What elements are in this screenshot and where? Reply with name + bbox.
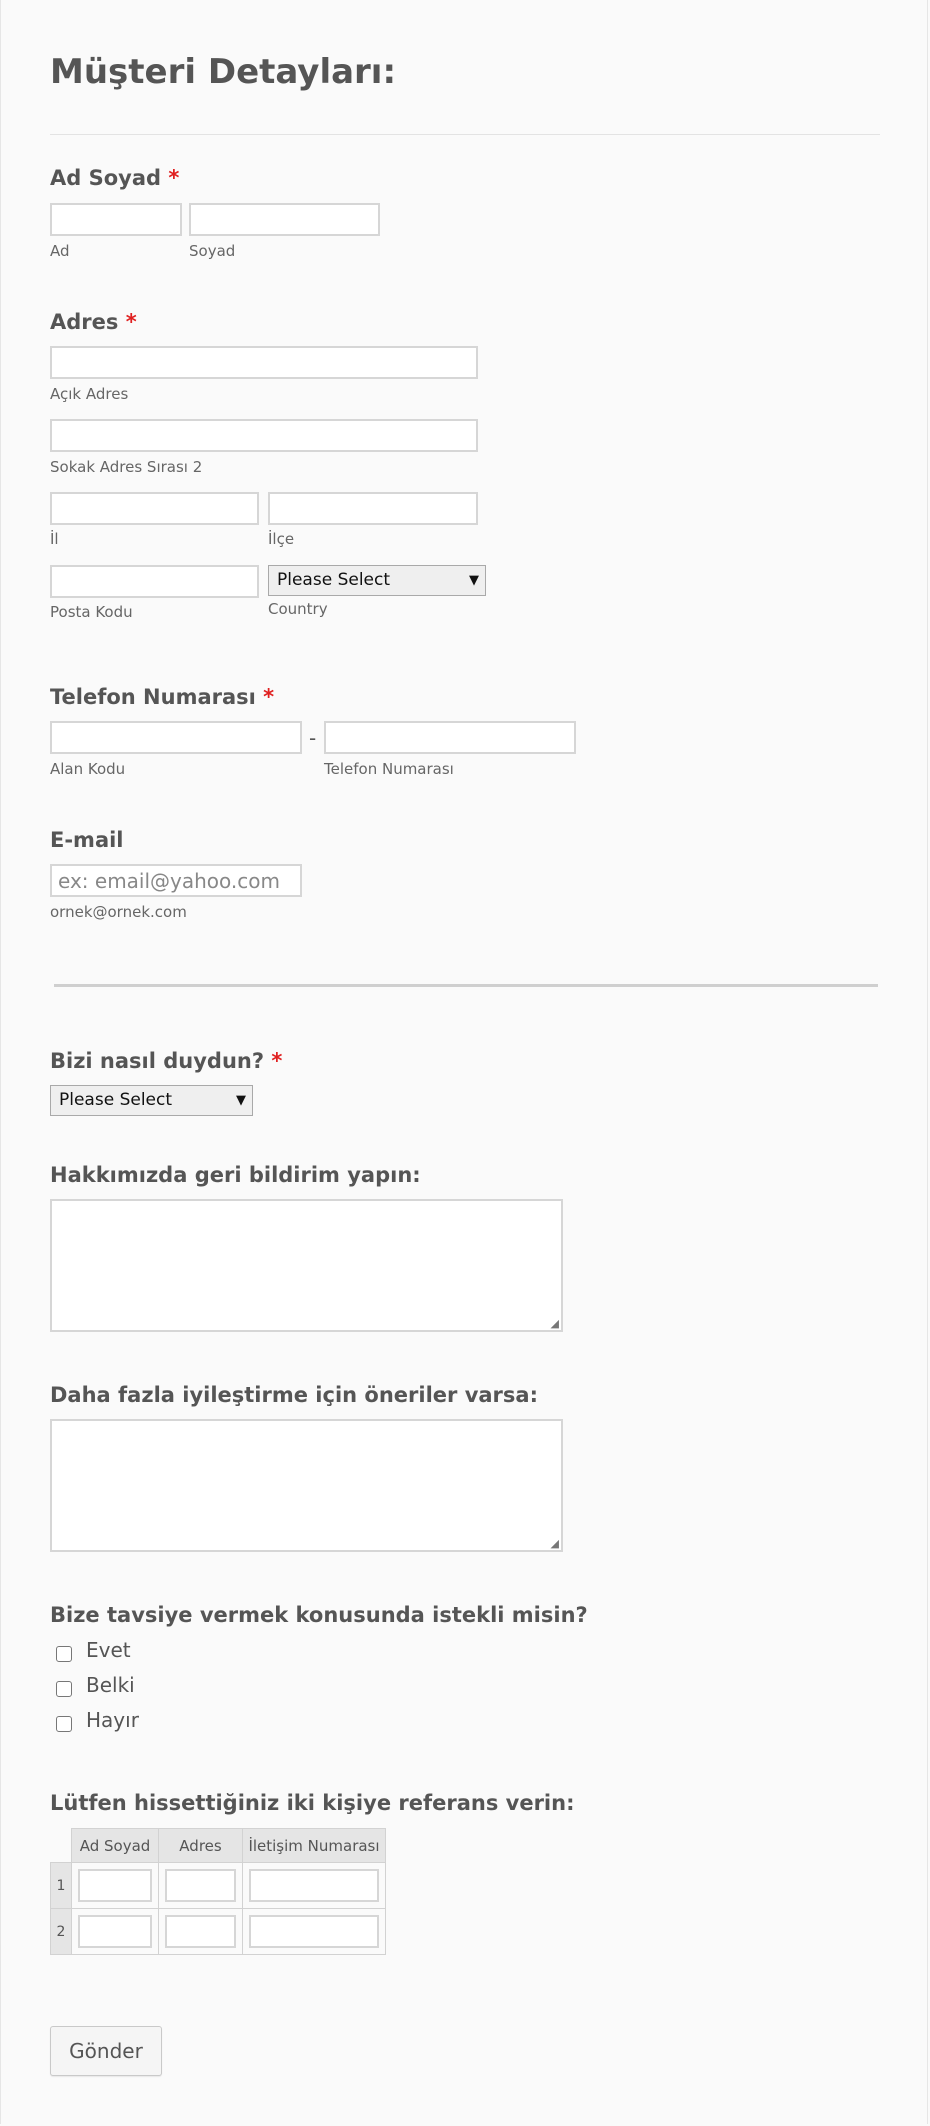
column-header: Ad Soyad bbox=[72, 1829, 159, 1863]
area-code-sublabel: Alan Kodu bbox=[50, 760, 126, 778]
heard-label: Bizi nasıl duydun? * bbox=[50, 1049, 283, 1073]
address-line1-sublabel: Açık Adres bbox=[50, 385, 129, 403]
chevron-down-icon: ▼ bbox=[236, 1093, 246, 1108]
table-cell bbox=[243, 1909, 386, 1955]
table-corner bbox=[51, 1829, 72, 1863]
row-number: 2 bbox=[51, 1909, 72, 1955]
required-mark: * bbox=[125, 310, 137, 334]
address-line2-sublabel: Sokak Adres Sırası 2 bbox=[50, 458, 203, 476]
area-code-input[interactable] bbox=[50, 721, 302, 754]
table-cell bbox=[72, 1863, 159, 1909]
chevron-down-icon: ▼ bbox=[469, 573, 479, 588]
phone-label: Telefon Numarası * bbox=[50, 685, 275, 709]
table-row bbox=[51, 1863, 386, 1909]
column-header: Adres bbox=[159, 1829, 243, 1863]
phone-number-sublabel: Telefon Numarası bbox=[324, 760, 454, 778]
heard-select[interactable]: Please Select ▼ bbox=[50, 1085, 253, 1116]
recommend-label: Bize tavsiye vermek konusunda istekli misin? bbox=[50, 1603, 588, 1627]
email-label: E-mail bbox=[50, 828, 124, 852]
resize-grip-icon[interactable]: ◢ bbox=[550, 1317, 559, 1330]
postal-code-sublabel: Posta Kodu bbox=[50, 603, 133, 621]
suggestions-textarea[interactable] bbox=[50, 1419, 563, 1552]
country-select[interactable]: Please Select ▼ bbox=[268, 565, 486, 596]
recommend-option-label: Belki bbox=[86, 1673, 135, 1697]
required-mark: * bbox=[168, 166, 180, 190]
reference-1-name-input[interactable] bbox=[78, 1869, 152, 1902]
district-input[interactable] bbox=[268, 492, 478, 525]
postal-code-input[interactable] bbox=[50, 565, 259, 598]
table-cell bbox=[72, 1909, 159, 1955]
address-line2-input[interactable] bbox=[50, 419, 478, 452]
city-input[interactable] bbox=[50, 492, 259, 525]
recommend-option-label: Hayır bbox=[86, 1708, 139, 1732]
recommend-checkbox-hayir[interactable] bbox=[56, 1716, 72, 1732]
table-row bbox=[51, 1909, 386, 1955]
section-divider bbox=[54, 984, 878, 987]
reference-1-phone-input[interactable] bbox=[249, 1869, 379, 1902]
submit-button[interactable]: Gönder bbox=[50, 2026, 162, 2076]
name-label: Ad Soyad * bbox=[50, 166, 180, 190]
email-sublabel: ornek@ornek.com bbox=[50, 903, 187, 921]
first-name-input[interactable] bbox=[50, 203, 182, 236]
feedback-label: Hakkımızda geri bildirim yapın: bbox=[50, 1163, 421, 1187]
district-sublabel: İlçe bbox=[268, 530, 295, 548]
reference-2-phone-input[interactable] bbox=[249, 1915, 379, 1948]
column-header: İletişim Numarası bbox=[243, 1829, 386, 1863]
last-name-input[interactable] bbox=[189, 203, 380, 236]
references-table bbox=[50, 1828, 386, 1955]
last-name-sublabel: Soyad bbox=[189, 242, 236, 260]
city-sublabel: İl bbox=[50, 530, 59, 548]
feedback-textarea[interactable] bbox=[50, 1199, 563, 1332]
reference-1-address-input[interactable] bbox=[165, 1869, 236, 1902]
reference-2-name-input[interactable] bbox=[78, 1915, 152, 1948]
email-input[interactable] bbox=[50, 864, 302, 897]
phone-separator: - bbox=[309, 726, 317, 750]
suggestions-label: Daha fazla iyileştirme için öneriler varsa: bbox=[50, 1383, 538, 1407]
required-mark: * bbox=[271, 1049, 283, 1073]
title-divider bbox=[50, 134, 880, 135]
recommend-option-label: Evet bbox=[86, 1638, 131, 1662]
page-title: Müşteri Detayları: bbox=[50, 52, 397, 92]
recommend-checkbox-evet[interactable] bbox=[56, 1646, 72, 1662]
table-cell bbox=[243, 1863, 386, 1909]
table-header-row bbox=[51, 1829, 386, 1863]
table-cell bbox=[159, 1863, 243, 1909]
row-number: 1 bbox=[51, 1863, 72, 1909]
resize-grip-icon[interactable]: ◢ bbox=[550, 1537, 559, 1550]
phone-number-input[interactable] bbox=[324, 721, 576, 754]
address-label: Adres * bbox=[50, 310, 137, 334]
required-mark: * bbox=[263, 685, 275, 709]
reference-2-address-input[interactable] bbox=[165, 1915, 236, 1948]
references-label: Lütfen hissettiğiniz iki kişiye referans verin: bbox=[50, 1791, 575, 1815]
recommend-checkbox-belki[interactable] bbox=[56, 1681, 72, 1697]
first-name-sublabel: Ad bbox=[50, 242, 70, 260]
address-line1-input[interactable] bbox=[50, 346, 478, 379]
country-sublabel: Country bbox=[268, 600, 328, 618]
table-cell bbox=[159, 1909, 243, 1955]
